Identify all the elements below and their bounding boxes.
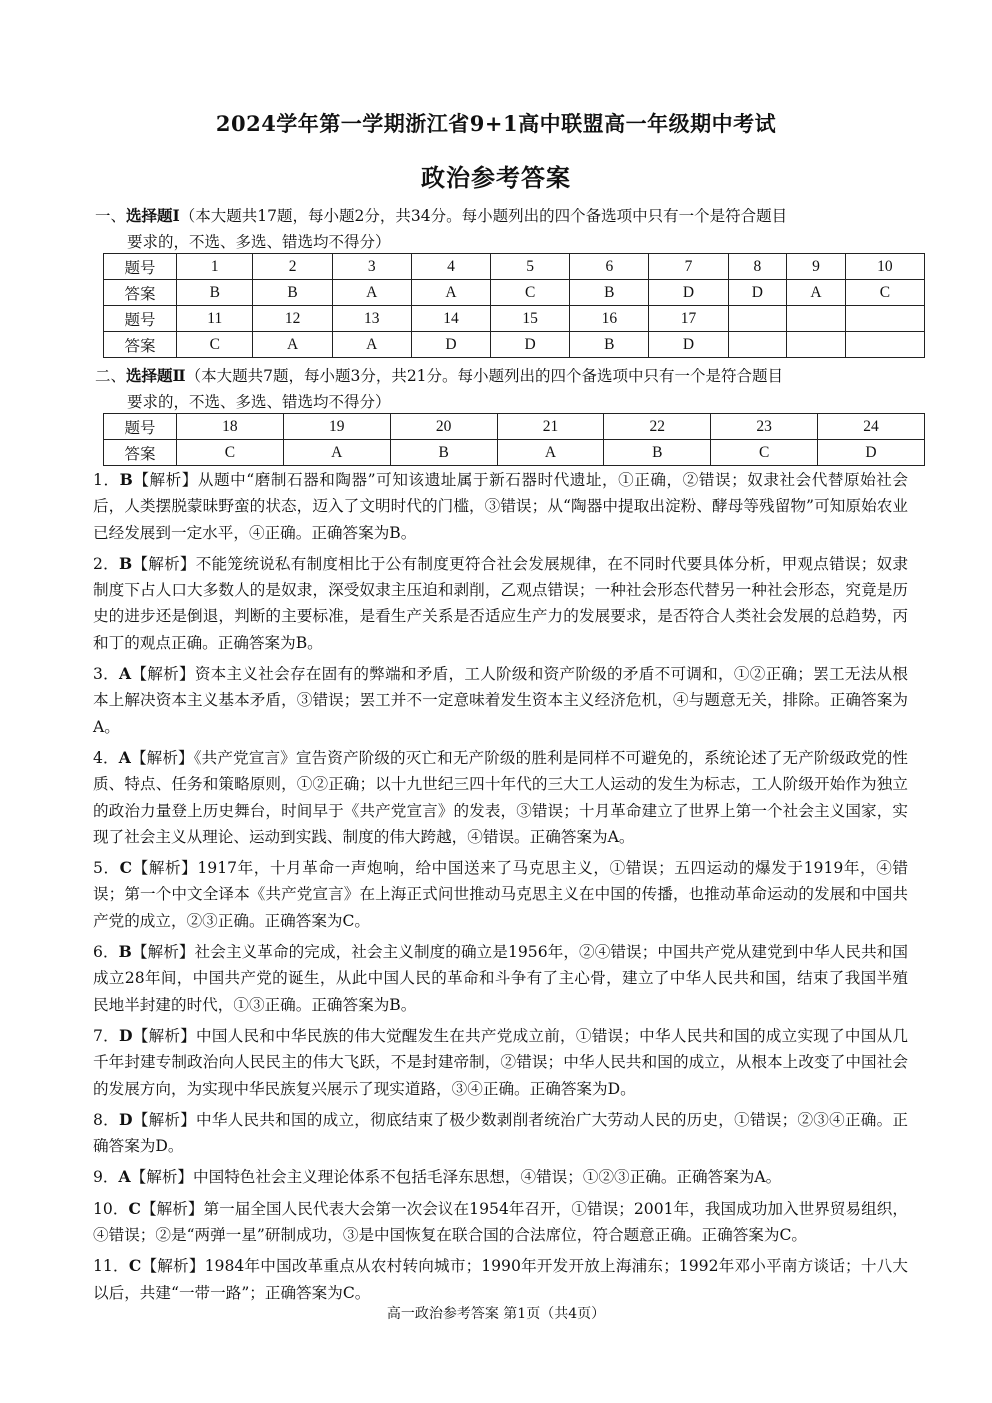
table-cell: A xyxy=(283,440,390,466)
item-explanation: 【解析】1984年中国改革重点从农村转向城市；1990年开发开放上海浦东；1992年邓小平南方谈话；十八大以后，共建“一带一路”；正确答案为C。 xyxy=(93,1257,909,1302)
table-cell: 20 xyxy=(390,414,497,440)
item-number: 9． xyxy=(93,1168,119,1187)
table-row xyxy=(104,306,925,332)
page-footer: 高一政治参考答案 第1页（共4页） xyxy=(386,1306,606,1322)
table-cell: D xyxy=(491,332,570,358)
table-cell: 11 xyxy=(177,306,253,332)
item-explanation: 【解析】第一届全国人民代表大会第一次会议在1954年召开，①错误；2001年，我国成功加入世界贸易组织，④错误；②是“两弹一星”研制成功，③是中国恢复在联合国的合法席位，符合题意正确。正确答案为C。 xyxy=(93,1199,909,1245)
table-cell: B xyxy=(604,440,711,466)
page-subtitle: 政治参考答案 xyxy=(421,163,571,192)
table-cell: D xyxy=(411,332,490,358)
table-cell: 24 xyxy=(818,414,925,440)
item-explanation: 【解析】1917年，十月革命一声炮响，给中国送来了马克思主义，①错误；五四运动的爆发于1919年，④错误；第一个中文全译本《共产党宣言》在上海正式问世推动马克思主义在中国的传播，也推动革命运动的发展和中国共产党的成立，②③正确。正确答案为C。 xyxy=(93,859,908,930)
table-cell: A xyxy=(332,332,411,358)
item-answer-letter: A xyxy=(119,664,132,684)
item-number: 4． xyxy=(93,748,119,767)
table-cell: 14 xyxy=(411,306,490,332)
section2-desc-line1: （本大题共7题，每小题3分，共21分。每小题列出的四个备选项中只有一个是符合题目 xyxy=(185,367,784,385)
page-title: 2024学年第一学期浙江省9+1高中联盟高一年级期中考试 xyxy=(215,111,777,136)
table-cell: C xyxy=(711,440,818,466)
table-cell xyxy=(728,306,787,332)
table-cell: 21 xyxy=(497,414,604,440)
section1-answer-table xyxy=(103,253,925,358)
table-row xyxy=(104,440,925,466)
table-cell: 5 xyxy=(491,254,570,280)
item-number: 10． xyxy=(93,1199,129,1218)
table-cell: A xyxy=(332,280,411,306)
table-cell: B xyxy=(570,332,649,358)
table-cell: D xyxy=(818,440,925,466)
list-item xyxy=(93,939,908,1018)
item-explanation: 【解析】《共产党宣言》宣告资产阶级的灭亡和无产阶级的胜利是同样不可避免的，系统论述了无产阶级政党的性质、特点、任务和策略原则，①②正确；以十九世纪三四十年代的三大工人运动的发生为标志，工人阶级开始作为独立的政治力量登上历史舞台，时间早于《共产党宣言》的发表，③错误；十月革命建立了世界上第一个社会主义国家，实现了社会主义从理论、运动到实践、制度的伟大跨越，④错误。正确答案为A。 xyxy=(93,748,909,846)
list-item xyxy=(93,745,908,850)
item-answer-letter: C xyxy=(119,858,133,878)
item-number: 6． xyxy=(93,943,119,962)
item-explanation: 【解析】中华人民共和国的成立，彻底结束了极少数剥削者统治广大劳动人民的历史，①错误；②③④正确。正确答案为D。 xyxy=(93,1110,908,1156)
item-answer-letter: D xyxy=(118,1025,133,1045)
table-cell: C xyxy=(845,280,924,306)
item-number: 11． xyxy=(93,1257,129,1276)
item-answer-letter: A xyxy=(118,747,131,767)
explanation-list xyxy=(93,467,908,1311)
table-cell xyxy=(845,306,924,332)
list-item xyxy=(93,1107,908,1160)
item-answer-letter: B xyxy=(118,942,132,962)
table-cell: 9 xyxy=(787,254,846,280)
section1-desc-line2: 要求的，不选、多选、错选均不得分） xyxy=(127,233,391,251)
table-cell: A xyxy=(497,440,604,466)
table-cell: C xyxy=(491,280,570,306)
table-cell: 题号 xyxy=(104,306,177,332)
table-cell: 16 xyxy=(570,306,649,332)
table-cell: A xyxy=(411,280,490,306)
section1-name: 选择题Ⅰ xyxy=(126,206,180,225)
table-cell: D xyxy=(649,332,728,358)
table-cell: 15 xyxy=(491,306,570,332)
section1-desc-line1: （本大题共17题，每小题2分，共34分。每小题列出的四个备选项中只有一个是符合题目 xyxy=(179,207,788,225)
table-cell xyxy=(845,332,924,358)
item-number: 7． xyxy=(93,1026,119,1045)
item-answer-letter: A xyxy=(118,1167,131,1187)
table-cell: A xyxy=(787,280,846,306)
table-row xyxy=(104,414,925,440)
table-cell xyxy=(728,332,787,358)
table-cell: 19 xyxy=(283,414,390,440)
item-explanation: 【解析】中国特色社会主义理论体系不包括毛泽东思想，④错误；①②③正确。正确答案为A。 xyxy=(130,1168,782,1187)
list-item xyxy=(93,1023,908,1102)
table-cell: 8 xyxy=(728,254,787,280)
list-item xyxy=(93,1253,908,1306)
table-cell: 6 xyxy=(570,254,649,280)
item-explanation: 【解析】资本主义社会存在固有的弊端和矛盾，工人阶级和资产阶级的矛盾不可调和，①②正确；罢工无法从根本上解决资本主义基本矛盾，③错误；罢工并不一定意味着发生资本主义经济危机，④与题意无关，排除。正确答案为A。 xyxy=(93,665,908,736)
section1-label: 一、 xyxy=(95,207,127,225)
list-item xyxy=(93,1196,908,1249)
table-cell: 23 xyxy=(711,414,818,440)
section2-label: 二、 xyxy=(95,367,127,385)
table-cell: 答案 xyxy=(104,280,177,306)
table-cell: D xyxy=(728,280,787,306)
section2-name: 选择题Ⅱ xyxy=(126,366,186,385)
table-cell: C xyxy=(177,332,253,358)
item-number: 3． xyxy=(93,665,120,684)
table-cell: 12 xyxy=(253,306,332,332)
item-explanation: 【解析】不能笼统说私有制度相比于公有制度更符合社会发展规律，在不同时代要具体分析，甲观点错误；奴隶制度下占人口大多数人的是奴隶，深受奴隶主压迫和剥削，乙观点错误；一种社会形态代替另一种社会形态，究竟是历史的进步还是倒退，判断的主要标准，是看生产关系是否适应生产力的发展要求，是否符合人类社会发展的总趋势，丙和丁的观点正确。正确答案为B。 xyxy=(93,554,908,652)
item-answer-letter: B xyxy=(119,553,133,573)
table-cell: 1 xyxy=(177,254,253,280)
table-cell: 3 xyxy=(332,254,411,280)
table-cell: C xyxy=(177,440,284,466)
list-item xyxy=(93,855,908,934)
table-cell: 4 xyxy=(411,254,490,280)
item-explanation: 【解析】从题中“磨制石器和陶器”可知该遗址属于新石器时代遗址，①正确，②错误；奴隶社会代替原始社会后，人类摆脱蒙昧野蛮的状态，迈入了文明时代的门槛，③错误；从“陶器中提取出淀粉、酵母等残留物”可知原始农业已经发展到一定水平，④正确。正确答案为B。 xyxy=(93,471,908,542)
table-cell: 答案 xyxy=(104,440,177,466)
item-number: 2． xyxy=(93,554,119,573)
table-cell: D xyxy=(649,280,728,306)
section2-heading xyxy=(95,363,905,415)
list-item xyxy=(93,661,908,740)
table-cell: 13 xyxy=(332,306,411,332)
table-cell: B xyxy=(253,280,332,306)
table-cell: 答案 xyxy=(104,332,177,358)
list-item xyxy=(93,551,908,656)
section1-heading xyxy=(95,203,905,255)
table-cell xyxy=(787,306,846,332)
item-number: 5． xyxy=(93,859,120,878)
table-row xyxy=(104,254,925,280)
table-cell: 10 xyxy=(845,254,924,280)
list-item xyxy=(93,467,908,546)
item-answer-letter: B xyxy=(119,470,133,489)
list-item xyxy=(93,1164,908,1190)
table-cell: 22 xyxy=(604,414,711,440)
table-cell: A xyxy=(253,332,332,358)
item-answer-letter: C xyxy=(128,1198,141,1218)
item-explanation: 【解析】社会主义革命的完成，社会主义制度的确立是1956年，②④错误；中国共产党从建党到中华人民共和国成立28年间，中国共产党的诞生，从此中国人民的革命和斗争有了主心骨，建立了中华人民共和国，结束了我国半殖民地半封建的时代，①③正确。正确答案为B。 xyxy=(93,943,909,1014)
item-explanation: 【解析】中国人民和中华民族的伟大觉醒发生在共产党成立前，①错误；中华人民共和国的成立实现了中国从几千年封建专制政治向人民民主的伟大飞跃，不是封建帝制，②错误；中华人民共和国的成立，从根本上改变了中国社会的发展方向，为实现中华民族复兴展示了现实道路，③④正确。正确答案为D。 xyxy=(93,1026,908,1098)
table-cell xyxy=(787,332,846,358)
table-cell: 17 xyxy=(649,306,728,332)
section2-desc-line2: 要求的，不选、多选、错选均不得分） xyxy=(127,393,391,411)
table-row xyxy=(104,280,925,306)
table-cell: 题号 xyxy=(104,414,177,440)
table-cell: 2 xyxy=(253,254,332,280)
item-answer-letter: C xyxy=(128,1256,142,1276)
table-cell: B xyxy=(570,280,649,306)
section2-answer-table xyxy=(103,413,925,466)
table-row xyxy=(104,332,925,358)
item-number: 8． xyxy=(93,1110,119,1129)
table-cell: 18 xyxy=(177,414,284,440)
table-cell: 7 xyxy=(649,254,728,280)
item-answer-letter: D xyxy=(118,1109,133,1129)
table-cell: B xyxy=(177,280,253,306)
item-number: 1． xyxy=(93,471,120,489)
table-cell: B xyxy=(390,440,497,466)
table-cell: 题号 xyxy=(104,254,177,280)
